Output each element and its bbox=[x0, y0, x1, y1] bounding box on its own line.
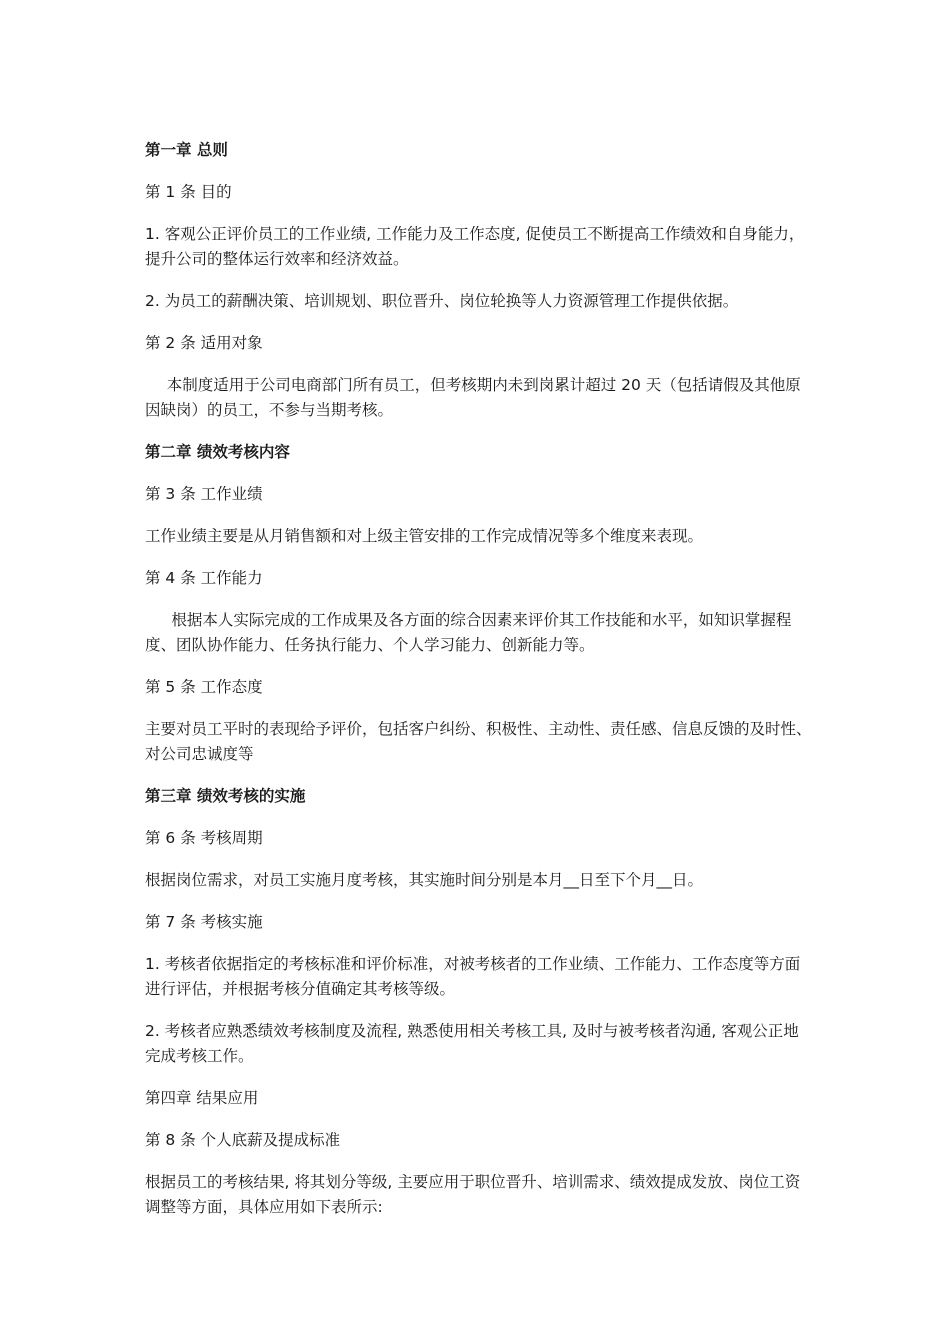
article-7-title: 第 7 条 考核实施 bbox=[145, 913, 263, 931]
article-3-title: 第 3 条 工作业绩 bbox=[145, 485, 263, 503]
chapter-2-title: 第二章 绩效考核内容 bbox=[145, 443, 290, 461]
article-4-title: 第 4 条 工作能力 bbox=[145, 569, 263, 587]
article-1-paragraph-2: 2. 为员工的薪酬决策、培训规划、职位晋升、岗位轮换等人力资源管理工作提供依据。 bbox=[145, 292, 739, 310]
article-6-paragraph-1: 根据岗位需求，对员工实施月度考核，其实施时间分别是本月__日至下个月__日。 bbox=[145, 871, 704, 889]
chapter-1-title: 第一章 总则 bbox=[145, 141, 228, 159]
document-body bbox=[145, 138, 813, 1237]
article-5-paragraph-1: 主要对员工平时的表现给予评价，包括客户纠纷、积极性、主动性、责任感、信息反馈的及时性、对公司忠诚度等 bbox=[145, 720, 812, 763]
article-7-paragraph-1: 1. 考核者依据指定的考核标准和评价标准，对被考核者的工作业绩、工作能力、工作态度等方面进行评估，并根据考核分值确定其考核等级。 bbox=[145, 955, 801, 998]
article-1-paragraph-1: 1. 客观公正评价员工的工作业绩, 工作能力及工作态度, 促使员工不断提高工作绩效和自身能力，提升公司的整体运行效率和经济效益。 bbox=[145, 225, 805, 268]
article-7-paragraph-2: 2. 考核者应熟悉绩效考核制度及流程, 熟悉使用相关考核工具, 及时与被考核者沟通, 客观公正地完成考核工作。 bbox=[145, 1022, 799, 1065]
article-8-title: 第 8 条 个人底薪及提成标准 bbox=[145, 1131, 341, 1149]
chapter-3-title: 第三章 绩效考核的实施 bbox=[145, 787, 306, 805]
chapter-4-title: 第四章 结果应用 bbox=[145, 1089, 259, 1107]
article-4-paragraph-1: 根据本人实际完成的工作成果及各方面的综合因素来评价其工作技能和水平，如知识掌握程度、团队协作能力、任务执行能力、个人学习能力、创新能力等。 bbox=[145, 611, 792, 654]
article-6-title: 第 6 条 考核周期 bbox=[145, 829, 263, 847]
article-5-title: 第 5 条 工作态度 bbox=[145, 678, 263, 696]
article-8-paragraph-1: 根据员工的考核结果, 将其划分等级, 主要应用于职位晋升、培训需求、绩效提成发放、岗位工资调整等方面，具体应用如下表所示: bbox=[145, 1173, 801, 1216]
article-2-title: 第 2 条 适用对象 bbox=[145, 334, 263, 352]
article-2-paragraph-1: 本制度适用于公司电商部门所有员工，但考核期内未到岗累计超过 20 天（包括请假及其他原因缺岗）的员工，不参与当期考核。 bbox=[145, 376, 801, 419]
article-3-paragraph-1: 工作业绩主要是从月销售额和对上级主管安排的工作完成情况等多个维度来表现。 bbox=[145, 527, 704, 545]
article-1-title: 第 1 条 目的 bbox=[145, 183, 232, 201]
